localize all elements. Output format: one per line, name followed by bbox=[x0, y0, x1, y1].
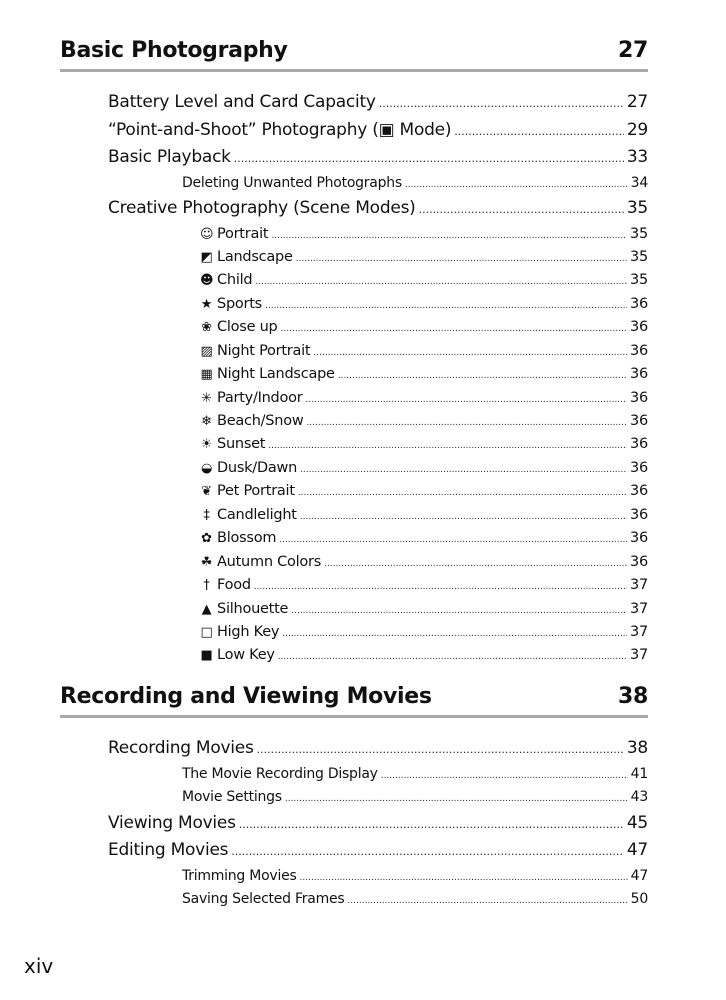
landscape-icon: ◩ bbox=[200, 249, 213, 265]
toc-entry-text: Child bbox=[217, 272, 253, 289]
toc-entry-page: 41 bbox=[630, 765, 648, 782]
toc-entry-page: 36 bbox=[630, 342, 648, 359]
toc-entry-text: Editing Movies bbox=[108, 840, 229, 860]
toc-entry-text-suffix: Mode) bbox=[394, 119, 452, 140]
toc-entry-text: Pet Portrait bbox=[217, 483, 295, 500]
toc-entry-text: “Point-and-Shoot” Photography ( bbox=[108, 119, 379, 140]
dot-leader bbox=[281, 324, 628, 334]
toc-entry-label bbox=[200, 436, 265, 452]
toc-entry-page: 36 bbox=[630, 459, 648, 476]
toc-entry-label bbox=[200, 554, 321, 570]
portrait-icon: ☺ bbox=[200, 226, 214, 242]
dot-leader bbox=[279, 535, 627, 545]
toc-entry[interactable] bbox=[0, 813, 648, 841]
toc-entry-page: 37 bbox=[630, 577, 648, 594]
dot-leader bbox=[305, 395, 627, 405]
toc-entry-page: 27 bbox=[626, 92, 648, 112]
toc-entry-label bbox=[108, 738, 254, 758]
toc-entry[interactable] bbox=[0, 319, 648, 342]
section-heading-basic-photography bbox=[60, 38, 648, 72]
toc-entry[interactable] bbox=[0, 147, 648, 175]
dot-leader bbox=[234, 152, 624, 165]
section-title: Recording and Viewing Movies bbox=[60, 684, 432, 709]
toc-entry-page: 37 bbox=[630, 600, 648, 617]
toc-entry-text: Party/Indoor bbox=[217, 389, 303, 406]
toc-entry-label bbox=[200, 530, 276, 546]
toc-entry-text: Night Portrait bbox=[217, 342, 311, 359]
toc-entry[interactable] bbox=[0, 390, 648, 413]
toc-entry-page: 36 bbox=[630, 366, 648, 383]
toc-entry[interactable] bbox=[0, 789, 648, 813]
toc-entry-text: Sports bbox=[217, 295, 262, 312]
toc-entry[interactable] bbox=[0, 483, 648, 506]
party-indoor-icon: ✳ bbox=[201, 390, 212, 406]
dot-leader bbox=[298, 488, 627, 498]
dot-leader bbox=[265, 301, 627, 311]
toc-entry-page: 36 bbox=[630, 553, 648, 570]
toc-entry-label bbox=[200, 226, 268, 242]
toc-entry-text: Recording Movies bbox=[108, 738, 254, 758]
dot-leader bbox=[285, 794, 628, 804]
toc-entry-page: 33 bbox=[626, 147, 648, 167]
toc-entry-label bbox=[200, 272, 252, 288]
toc-entry-label bbox=[200, 343, 310, 359]
toc-entry-text: Close up bbox=[217, 319, 278, 336]
toc-entry[interactable] bbox=[0, 436, 648, 459]
toc-entry-page: 38 bbox=[626, 738, 648, 758]
dot-leader bbox=[306, 418, 627, 428]
toc-entry[interactable] bbox=[0, 92, 648, 120]
dot-leader bbox=[381, 771, 628, 781]
sports-icon: ★ bbox=[200, 296, 213, 312]
toc-entry-page: 36 bbox=[630, 319, 648, 336]
toc-entry-page: 36 bbox=[630, 436, 648, 453]
toc-entry-label bbox=[108, 92, 376, 112]
dot-leader bbox=[405, 180, 628, 190]
toc-entry-text: Landscape bbox=[217, 248, 293, 265]
dot-leader bbox=[296, 254, 627, 264]
toc-entry-text: Beach/Snow bbox=[217, 413, 304, 429]
toc-entry-text: Saving Selected Frames bbox=[182, 891, 345, 907]
toc-entry-page: 34 bbox=[630, 174, 648, 191]
toc-entry-label bbox=[200, 624, 279, 640]
toc-entry-page: 37 bbox=[630, 623, 648, 640]
toc-entry[interactable] bbox=[0, 647, 648, 670]
toc-entry-label bbox=[108, 198, 416, 218]
toc-entry-label bbox=[108, 813, 236, 833]
toc-entry-label bbox=[200, 413, 303, 429]
toc-entry-page: 50 bbox=[630, 891, 648, 907]
toc-entry[interactable] bbox=[0, 840, 648, 868]
dot-leader bbox=[300, 465, 627, 475]
toc-entry-label bbox=[200, 390, 302, 406]
toc-entry-page: 36 bbox=[630, 483, 648, 500]
dot-leader bbox=[255, 277, 627, 287]
dot-leader bbox=[300, 873, 628, 883]
toc-entry-page: 43 bbox=[630, 789, 648, 805]
toc-entry-text: Food bbox=[217, 577, 251, 594]
toc-entry-label bbox=[182, 891, 344, 907]
toc-list-basic-photography bbox=[0, 92, 648, 671]
toc-entry[interactable] bbox=[0, 891, 648, 915]
toc-entry[interactable] bbox=[0, 120, 648, 148]
toc-entry-page: 35 bbox=[626, 198, 648, 218]
toc-entry-label bbox=[182, 868, 297, 884]
toc-entry-text: Creative Photography (Scene Modes) bbox=[108, 198, 416, 218]
toc-entry-text: The Movie Recording Display bbox=[182, 765, 378, 782]
toc-entry[interactable] bbox=[0, 507, 648, 530]
toc-list-recording-and-viewing-movies bbox=[0, 738, 648, 915]
toc-entry-label bbox=[200, 601, 288, 617]
close-up-icon: ❀ bbox=[201, 320, 212, 336]
dot-leader bbox=[254, 582, 627, 592]
toc-entry-text: Viewing Movies bbox=[108, 812, 236, 833]
toc-entry[interactable] bbox=[0, 366, 648, 389]
high-key-icon: □ bbox=[200, 624, 213, 640]
toc-entry-page: 36 bbox=[630, 413, 648, 429]
section-page-number: 27 bbox=[617, 38, 648, 63]
silhouette-icon: ▲ bbox=[201, 601, 212, 617]
night-portrait-icon: ▨ bbox=[200, 343, 213, 359]
toc-entry-page: 37 bbox=[630, 647, 648, 664]
toc-entry-page: 36 bbox=[630, 295, 648, 312]
dot-leader bbox=[324, 559, 627, 569]
toc-entry-page: 47 bbox=[626, 840, 648, 860]
toc-entry-label bbox=[200, 296, 262, 312]
toc-entry-text: Candlelight bbox=[217, 506, 297, 523]
child-icon: ☻ bbox=[200, 273, 214, 289]
dot-leader bbox=[278, 652, 627, 662]
toc-entry-page: 36 bbox=[630, 506, 648, 523]
toc-entry-label bbox=[200, 507, 297, 523]
toc-entry-label bbox=[200, 249, 293, 265]
toc-entry[interactable] bbox=[0, 766, 648, 790]
dot-leader bbox=[282, 629, 627, 639]
toc-entry[interactable] bbox=[0, 198, 648, 226]
toc-entry-text: High Key bbox=[217, 623, 280, 640]
beach-snow-icon: ❄ bbox=[201, 414, 212, 429]
dot-leader bbox=[454, 125, 624, 138]
toc-entry-text: Basic Playback bbox=[108, 147, 231, 167]
dot-leader bbox=[231, 845, 624, 858]
night-landscape-icon: ▦ bbox=[200, 367, 213, 383]
toc-entry-text: Low Key bbox=[217, 647, 275, 664]
toc-entry[interactable] bbox=[0, 249, 648, 272]
toc-entry-text: Movie Settings bbox=[182, 789, 282, 805]
toc-entry[interactable] bbox=[0, 272, 648, 295]
toc-entry-page: 45 bbox=[626, 812, 648, 833]
toc-entry-label bbox=[200, 647, 275, 663]
toc-entry-text: Dusk/Dawn bbox=[217, 459, 298, 476]
section-heading-recording-and-viewing-movies bbox=[60, 684, 648, 718]
dot-leader bbox=[419, 203, 624, 216]
toc-entry-label bbox=[108, 840, 228, 860]
dot-leader bbox=[338, 371, 627, 381]
toc-entry[interactable] bbox=[0, 738, 648, 766]
dot-leader bbox=[347, 896, 627, 906]
dot-leader bbox=[291, 606, 627, 616]
toc-entry-page: 36 bbox=[630, 389, 648, 406]
toc-entry[interactable] bbox=[0, 554, 648, 577]
toc-entry-text: Sunset bbox=[217, 436, 266, 453]
toc-entry[interactable] bbox=[0, 577, 648, 600]
section-title: Basic Photography bbox=[60, 38, 288, 63]
dot-leader bbox=[300, 512, 627, 522]
toc-entry[interactable] bbox=[0, 296, 648, 319]
toc-entry-text: Blossom bbox=[217, 530, 277, 547]
section-page-number: 38 bbox=[617, 684, 648, 709]
dot-leader bbox=[268, 441, 627, 451]
toc-entry-label bbox=[182, 175, 402, 191]
sunset-icon: ☀ bbox=[200, 437, 213, 453]
toc-entry[interactable] bbox=[0, 460, 648, 483]
toc-entry-label bbox=[200, 460, 297, 476]
blossom-icon: ✿ bbox=[201, 531, 212, 547]
toc-entry-page: 29 bbox=[626, 119, 648, 140]
toc-entry-text: Portrait bbox=[217, 225, 269, 242]
toc-entry-text: Battery Level and Card Capacity bbox=[108, 92, 376, 112]
toc-entry-label bbox=[200, 577, 251, 593]
toc-entry-page: 35 bbox=[630, 248, 648, 265]
toc-entry[interactable] bbox=[0, 175, 648, 199]
toc-entry-page: 35 bbox=[630, 272, 648, 289]
toc-entry-page: 35 bbox=[630, 225, 648, 242]
toc-entry-label bbox=[200, 483, 295, 499]
toc-entry-label bbox=[182, 766, 378, 782]
toc-entry[interactable] bbox=[0, 343, 648, 366]
toc-entry-label bbox=[108, 120, 451, 140]
toc-entry-page: 47 bbox=[630, 867, 648, 884]
toc-entry[interactable] bbox=[0, 601, 648, 624]
page-folio: xiv bbox=[24, 954, 54, 978]
dot-leader bbox=[239, 818, 624, 831]
toc-entry[interactable] bbox=[0, 868, 648, 892]
pet-portrait-icon: ❦ bbox=[201, 484, 212, 500]
dusk-dawn-icon: ◒ bbox=[200, 460, 213, 476]
toc-entry[interactable] bbox=[0, 226, 648, 249]
toc-entry-label bbox=[108, 147, 231, 167]
dot-leader bbox=[313, 348, 627, 358]
dot-leader bbox=[271, 231, 627, 241]
food-icon: † bbox=[203, 578, 210, 594]
dot-leader bbox=[379, 97, 624, 110]
toc-entry-text: Night Landscape bbox=[217, 366, 335, 383]
low-key-icon: ■ bbox=[200, 648, 213, 664]
toc-entry[interactable] bbox=[0, 530, 648, 553]
toc-entry-label bbox=[200, 319, 278, 335]
toc-entry[interactable] bbox=[0, 624, 648, 647]
toc-entry-text: Silhouette bbox=[217, 600, 289, 617]
toc-entry-page: 36 bbox=[630, 530, 648, 547]
camera-auto-icon: ▣ bbox=[378, 119, 395, 140]
toc-entry-text: Autumn Colors bbox=[217, 553, 322, 570]
dot-leader bbox=[257, 743, 624, 756]
toc-entry-text: Deleting Unwanted Photographs bbox=[182, 174, 402, 191]
toc-entry[interactable] bbox=[0, 413, 648, 436]
toc-entry-text: Trimming Movies bbox=[182, 867, 297, 884]
toc-entry-label bbox=[200, 366, 335, 382]
candlelight-icon: ‡ bbox=[203, 507, 210, 523]
toc-entry-label bbox=[182, 789, 282, 805]
autumn-colors-icon: ☘ bbox=[200, 554, 213, 570]
